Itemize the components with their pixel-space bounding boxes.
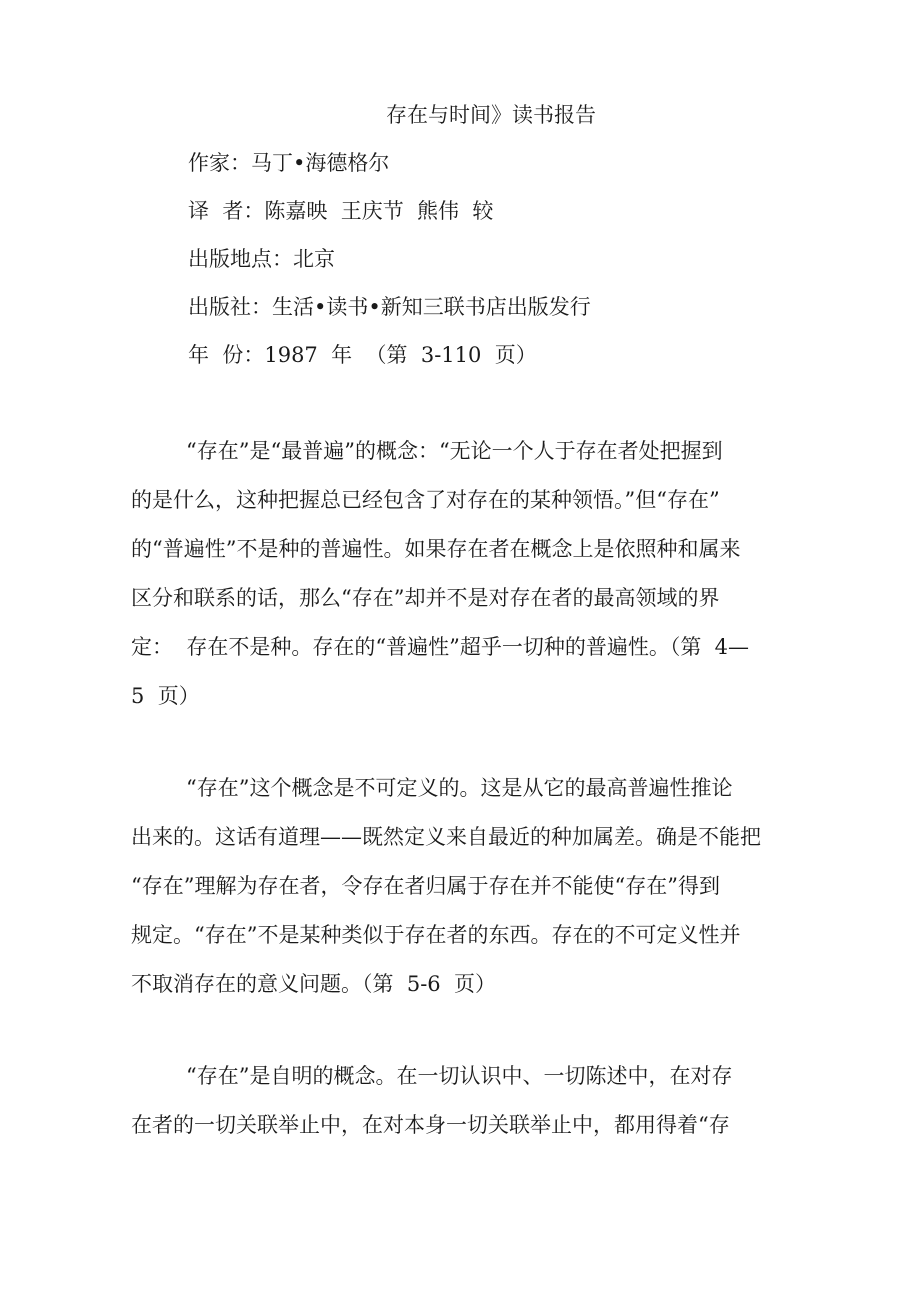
paragraph-line: 规定。“存在”不是某种类似于存在者的东西。存在的不可定义性并 bbox=[131, 923, 741, 947]
paragraph-line: “存在”是自明的概念。在一切认识中、一切陈述中，在对存 bbox=[186, 1064, 733, 1088]
meta-translators: 译 者：陈嘉映 王庆节 熊伟 较 bbox=[188, 199, 494, 223]
meta-place: 出版地点：北京 bbox=[188, 247, 335, 271]
meta-author: 作家：马丁•海德格尔 bbox=[188, 151, 390, 175]
paragraph-line: “存在”这个概念是不可定义的。这是从它的最高普遍性推论 bbox=[186, 776, 733, 800]
meta-year: 年 份：1987 年 （第 3-110 页） bbox=[188, 343, 537, 367]
paragraph-line: 的是什么，这种把握总已经包含了对存在的某种领悟。”但“存在” bbox=[131, 488, 720, 512]
document-title: 存在与时间》读书报告 bbox=[386, 103, 596, 127]
paragraph-line: “存在”理解为存在者，令存在者归属于存在并不能使“存在”得到 bbox=[131, 874, 720, 898]
meta-publisher: 出版社：生活•读书•新知三联书店出版发行 bbox=[188, 295, 591, 319]
paragraph-line: “存在”是“最普遍”的概念：“无论一个人于存在者处把握到 bbox=[186, 439, 723, 463]
paragraph-line: 出来的。这话有道理——既然定义来自最近的种加属差。确是不能把 bbox=[131, 825, 761, 849]
paragraph-line: 区分和联系的话，那么“存在”却并不是对存在者的最高领域的界 bbox=[131, 586, 720, 610]
paragraph-line: 定： 存在不是种。存在的“普遍性”超乎一切种的普遍性。（第 4— bbox=[131, 635, 750, 659]
paragraph-line: 不取消存在的意义问题。（第 5-6 页） bbox=[131, 972, 497, 996]
paragraph-line: 的“普遍性”不是种的普遍性。如果存在者在概念上是依照种和属来 bbox=[131, 537, 741, 561]
paragraph-line: 5 页） bbox=[131, 684, 200, 708]
paragraph-line: 在者的一切关联举止中，在对本身一切关联举止中，都用得着“存 bbox=[131, 1113, 730, 1137]
